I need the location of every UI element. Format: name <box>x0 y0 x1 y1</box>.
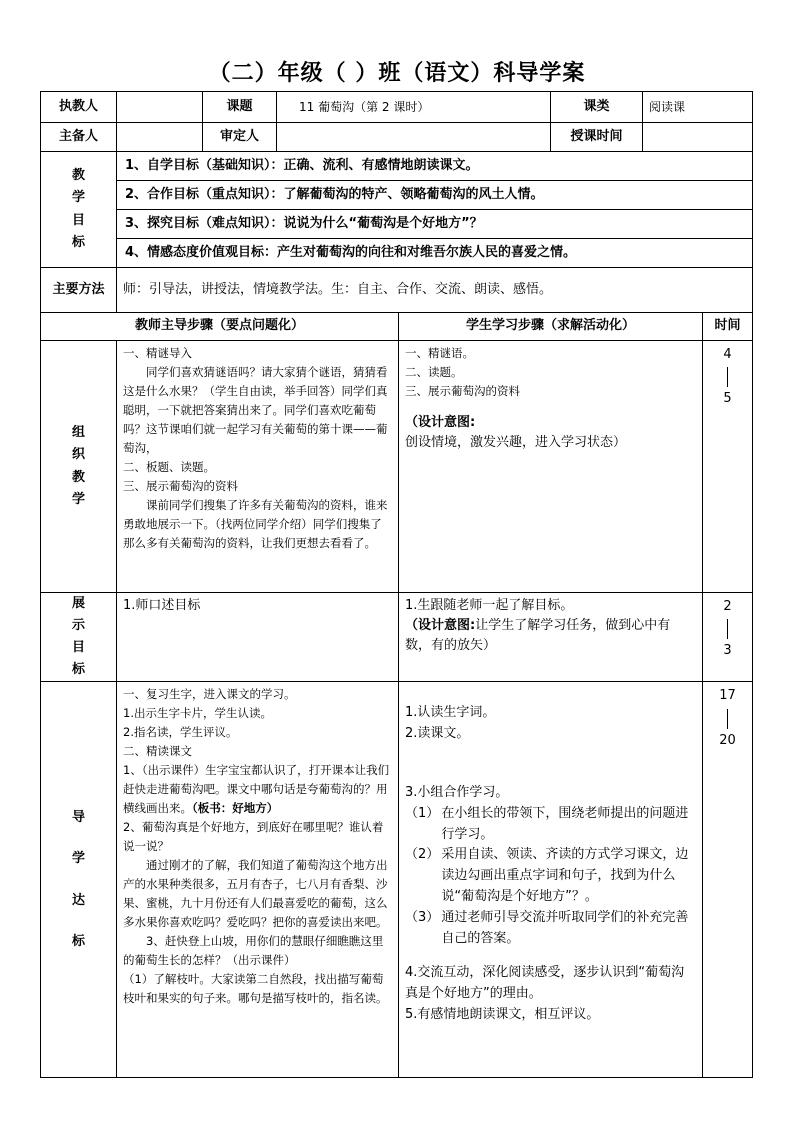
student-substep <box>405 908 696 950</box>
teacher-step: 1.师口述目标 <box>123 598 201 613</box>
student-step: 4.交流互动，深化阅读感受，逐步认识到“葡萄沟真是个好地方”的理由。 <box>405 965 685 1002</box>
substep-number: （2） <box>405 847 440 863</box>
time-column-header: 时间 <box>703 313 753 341</box>
design-intent-text: 让学生了解学习任务，做到心中有数，有的放矢） <box>405 618 671 654</box>
time-end: 5 <box>723 391 732 407</box>
teacher-step: 3、赶快登上山坡，用你们的慧眼仔细瞧瞧这里的葡萄生长的怎样？（出示课件） <box>123 933 384 967</box>
teacher-step: 1.出示生字卡片，学生认读。 <box>123 706 272 721</box>
teacher-column-header: 教师主导步骤（要点问题化） <box>41 313 399 341</box>
lesson-time-value[interactable] <box>643 123 753 152</box>
student-steps <box>399 682 703 1078</box>
teacher-step: 二、板题、读题。 <box>123 459 215 474</box>
time-cell <box>703 682 753 1078</box>
goals-label-char: 目 <box>71 212 85 228</box>
teacher-step-text: 1、（出示课件）生字宝宝都认识了，打开课本让我们赶快走进葡萄沟吧。课文中哪句话是夸葡萄沟的？用横线画出来。 <box>123 763 390 816</box>
student-step: 5.有感情地朗读课文，相互评议。 <box>405 1006 600 1022</box>
time-start: 17 <box>719 688 736 704</box>
section-label-char: 目 <box>71 640 85 656</box>
time-cell <box>703 341 753 593</box>
section-label-char: 导 <box>71 809 85 825</box>
section-label-char: 示 <box>71 618 85 634</box>
section-label-char: 织 <box>71 447 85 463</box>
student-step: 二、读题。 <box>405 364 463 379</box>
substep-text: 在小组长的带领下，围绕老师提出的问题进行学习。 <box>441 805 689 842</box>
section-label-char: 学 <box>71 491 85 507</box>
teacher-step: 一、复习生字，进入课文的学习。 <box>123 687 296 702</box>
time-cell <box>703 593 753 682</box>
teacher-step <box>123 761 392 818</box>
student-steps <box>399 593 703 682</box>
teacher-steps <box>117 341 399 593</box>
teacher-step: 三、展示葡萄沟的资料 <box>123 478 238 493</box>
design-intent-label: （设计意图: <box>405 618 476 634</box>
type-label: 课类 <box>551 92 643 123</box>
section-label <box>41 341 117 593</box>
section-label <box>41 593 117 682</box>
teacher-step: 通过刚才的了解，我们知道了葡萄沟这个地方出产的水果种类很多，五月有杏子，七八月有香梨、沙果、蜜桃，九十月份还有人们最喜爱吃的葡萄，这么多水果你喜欢吃吗？爱吃吗？把你的喜爱读出来吧。 <box>123 858 388 929</box>
section-label-char: 达 <box>71 892 85 908</box>
student-substep <box>405 804 696 846</box>
time-range-line <box>727 619 728 639</box>
student-column-header: 学生学习步骤（求解活动化） <box>399 313 703 341</box>
section-label <box>41 682 117 1078</box>
methods-label: 主要方法 <box>41 268 117 313</box>
teacher-step: 2、葡萄沟真是个好地方，到底好在哪里呢？谁认着说一说？ <box>123 820 384 854</box>
goals-label-char: 标 <box>71 234 85 250</box>
student-step: 三、展示葡萄沟的资料 <box>405 383 520 398</box>
section-label-char: 标 <box>71 934 85 950</box>
substep-text: 通过老师引导交流并听取同学们的补充完善自己的答案。 <box>441 909 689 946</box>
executor-label: 执教人 <box>41 92 117 123</box>
section-label-char: 展 <box>71 596 85 611</box>
student-steps <box>399 341 703 593</box>
teacher-step: 课前同学们搜集了许多有关葡萄沟的资料，谁来勇敢地展示一下。（找两位同学介绍）同学们搜集了那么多有关葡萄沟的资料，让我们更想去看看了。 <box>123 497 388 550</box>
time-end: 3 <box>723 643 732 659</box>
teacher-step: 二、精读课文 <box>123 744 192 759</box>
time-range-line <box>727 367 728 387</box>
goals-label <box>41 152 117 268</box>
student-step: 2.读课文。 <box>405 726 470 742</box>
time-start: 4 <box>723 347 732 362</box>
teacher-steps <box>117 593 399 682</box>
section-label-char: 标 <box>71 662 85 678</box>
section-label-char: 教 <box>71 469 85 485</box>
reviewer-label: 审定人 <box>203 123 277 152</box>
teacher-step: 同学们喜欢猜谜语吗？请大家猜个谜语，猜猜看这是什么水果？（学生自由读，举手回答）同学们真聪明，一下就把答案猜出来了。同学们喜欢吃葡萄吗？这节课咱们就一起学习有关葡萄的第十课——葡萄沟， <box>123 364 388 455</box>
goal-item: 3、探究目标（难点知识）：说说为什么“葡萄沟是个好地方”？ <box>117 210 753 239</box>
teacher-step: 一、精谜导入 <box>123 346 192 360</box>
board-note: （板书：好地方） <box>192 801 279 816</box>
design-intent-label: （设计意图: <box>405 414 476 430</box>
goals-label-char: 教 <box>71 168 85 184</box>
section-label-char: 组 <box>71 425 85 441</box>
time-range-line <box>727 709 728 729</box>
lesson-time-label: 授课时间 <box>551 123 643 152</box>
design-intent-text: 创设情境，激发兴趣，进入学习状态） <box>405 435 627 451</box>
substep-text: 采用自读、领读、齐读的方式学习课文，边读边勾画出重点字词和句子，找到为什么说“葡萄沟是个好地方”？。 <box>441 847 689 904</box>
substep-number: （1） <box>405 805 440 821</box>
teacher-step: （1）了解枝叶。大家读第二自然段，找出描写葡萄枝叶和果实的句子来。哪句是描写枝叶的，指名读。 <box>123 971 388 1005</box>
time-start: 2 <box>723 599 732 614</box>
teacher-step: 2.指名读，学生评议。 <box>123 725 238 740</box>
time-end: 20 <box>719 732 736 748</box>
student-step: 1.生跟随老师一起了解目标。 <box>405 598 574 613</box>
goal-item: 2、合作目标（重点知识）：了解葡萄沟的特产、领略葡萄沟的风土人情。 <box>117 181 753 210</box>
substep-number: （3） <box>405 909 440 925</box>
goal-item: 1、自学目标（基础知识）：正确、流利、有感情地朗读课文。 <box>117 152 753 181</box>
topic-label: 课题 <box>203 92 277 123</box>
goal-item: 4、情感态度价值观目标：产生对葡萄沟的向往和对维吾尔族人民的喜爱之情。 <box>117 239 753 268</box>
goals-label-char: 学 <box>71 190 85 206</box>
student-step: 1.认读生字词。 <box>405 705 496 721</box>
topic-value: 11 葡萄沟（第 2 课时） <box>277 92 551 123</box>
preparer-value[interactable] <box>117 123 203 152</box>
reviewer-value[interactable] <box>277 123 551 152</box>
preparer-label: 主备人 <box>41 123 117 152</box>
lesson-plan-table <box>40 91 753 1078</box>
methods-text: 师：引导法，讲授法，情境教学法。生：自主、合作、交流、朗读、感悟。 <box>117 268 753 313</box>
page-title: （二）年级（ ）班（语文）科导学案 <box>208 61 586 86</box>
student-step: 一、精谜语。 <box>405 346 474 360</box>
type-value: 阅读课 <box>643 92 753 123</box>
executor-value[interactable] <box>117 92 203 123</box>
student-substep <box>405 845 696 907</box>
teacher-steps <box>117 682 399 1078</box>
section-label-char: 学 <box>71 851 85 867</box>
student-step: 3.小组合作学习。 <box>405 784 509 800</box>
